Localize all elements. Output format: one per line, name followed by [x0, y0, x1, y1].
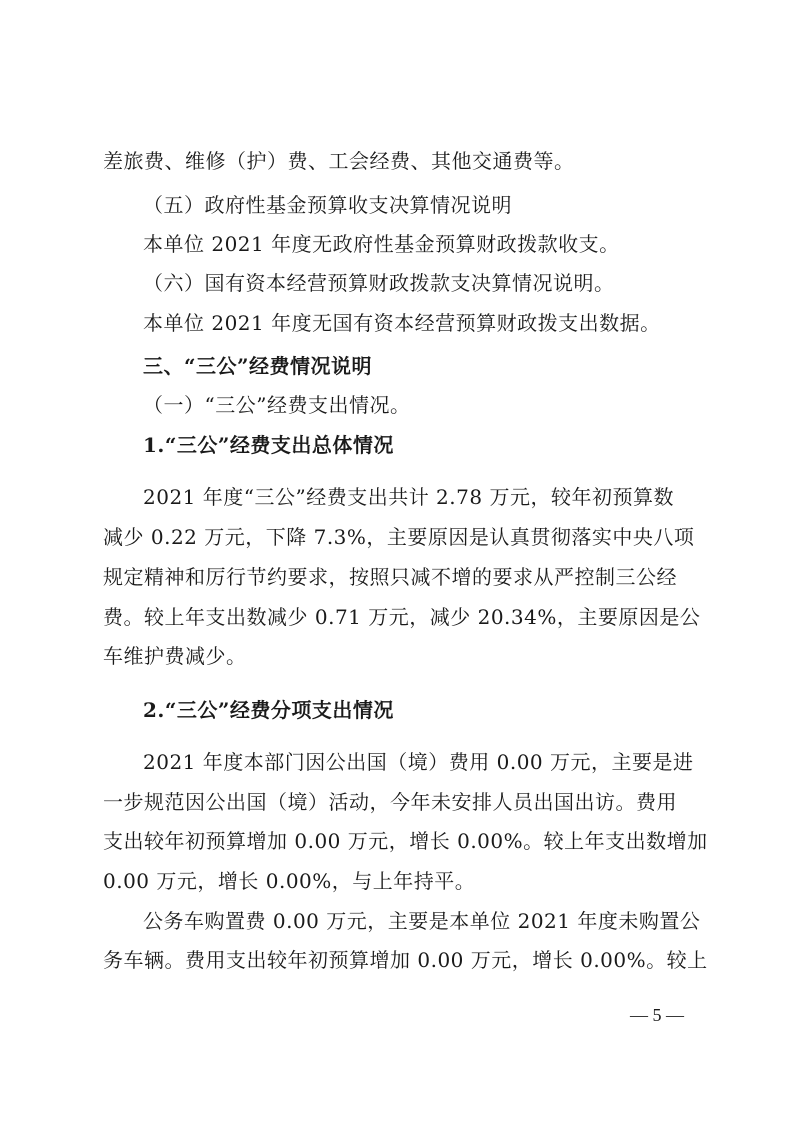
paragraph-line: 支出较年初预算增加 0.00 万元，增长 0.00%。较上年支出数增加: [103, 829, 708, 853]
paragraph-line: 规定精神和厉行节约要求，按照只减不增的要求从严控制三公经: [103, 565, 677, 589]
paragraph-line: 2021 年度“三公”经费支出共计 2.78 万元，较年初预算数: [143, 485, 674, 509]
text-line: 本单位 2021 年度无国有资本经营预算财政拨支出数据。: [143, 311, 661, 335]
subsection-heading: （一）“三公”经费支出情况。: [143, 393, 411, 417]
paragraph-line: 公务车购置费 0.00 万元，主要是本单位 2021 年度未购置公: [143, 909, 701, 933]
paragraph-line: 车维护费减少。: [103, 644, 247, 668]
paragraph-line: 费。较上年支出数减少 0.71 万元，减少 20.34%，主要原因是公: [103, 605, 701, 629]
section-heading: （五）政府性基金预算收支决算情况说明: [143, 193, 512, 217]
paragraph-line: 2021 年度本部门因公出国（境）费用 0.00 万元，主要是进: [143, 750, 694, 774]
text-line: 本单位 2021 年度无政府性基金预算财政拨款收支。: [143, 232, 620, 256]
paragraph-line: 务车辆。费用支出较年初预算增加 0.00 万元，增长 0.00%。较上: [103, 948, 708, 972]
paragraph-line: 一步规范因公出国（境）活动，今年未安排人员出国出访。费用: [103, 790, 677, 814]
subsection-heading: 2.“三公”经费分项支出情况: [143, 698, 394, 722]
text-line: 差旅费、维修（护）费、工会经费、其他交通费等。: [103, 149, 575, 173]
subsection-heading: 1.“三公”经费支出总体情况: [143, 433, 394, 457]
section-heading: 三、“三公”经费情况说明: [143, 354, 373, 378]
page-number: — 5 —: [630, 1005, 684, 1025]
section-heading: （六）国有资本经营预算财政拨款支决算情况说明。: [143, 271, 615, 295]
paragraph-line: 0.00 万元，增长 0.00%，与上年持平。: [103, 869, 476, 893]
paragraph-line: 减少 0.22 万元，下降 7.3%，主要原因是认真贯彻落实中央八项: [103, 525, 695, 549]
